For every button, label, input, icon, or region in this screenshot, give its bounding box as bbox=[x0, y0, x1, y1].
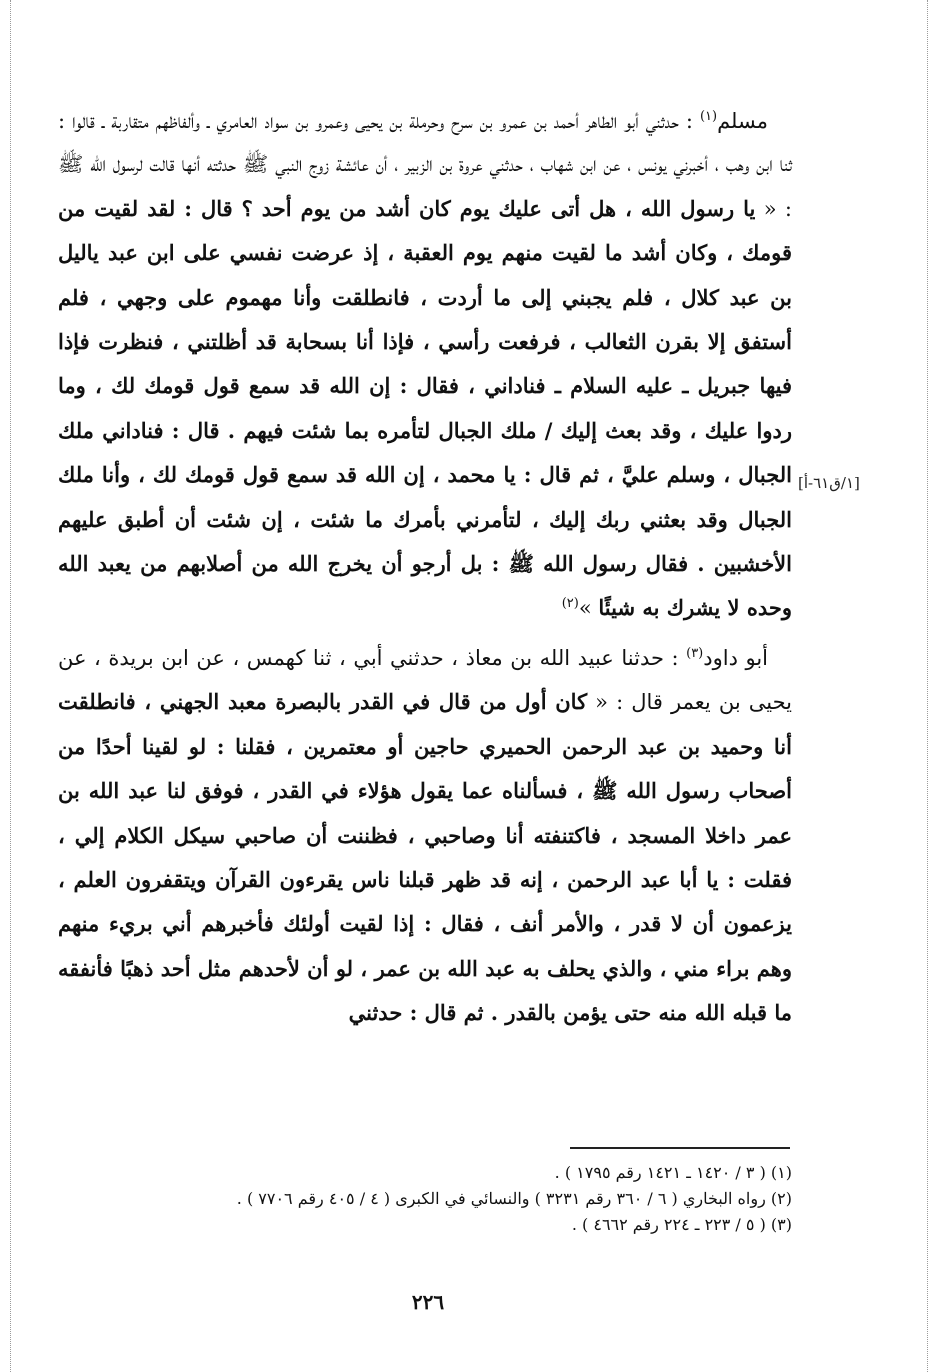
matn-text: كان أول من قال في القدر بالبصرة معبد الجهني ، فانطلقت أنا وحميد بن عبد الرحمن الحميري حاجين أو معتمرين ، فقلنا : لو لقينا أحدًا من أصحاب رسول الله ﷺ ، فسألناه عما يقول هؤلاء في القدر ، فوفق لنا عبد الله بن عمر داخلا المسجد ، فاكتنفته أنا وصاحبي ، فظننت أن صاحبي سيكل الكلام إلي ، فقلت : يا أبا عبد الرحمن ، إنه قد ظهر قبلنا ناس يقرءون القرآن ويتقفرون العلم ، يزعمون أن لا قدر ، والأمر أنف ، فقال : إذا لقيت أولئك فأخبرهم أني بريء منهم وهم براء مني ، والذي يحلف به عبد الله بن عمر ، لو أن لأحدهم مثل أحد ذهبًا فأنفقه ما قبله الله منه حتى يؤمن بالقدر . ثم قال : حدثني bbox=[58, 689, 792, 1026]
footnote-item: (٣) ( ٥ / ٢٢٣ ـ ٢٢٤ رقم ٤٦٦٢ ) . bbox=[571, 1215, 792, 1234]
footnote-ref: (١) bbox=[699, 109, 718, 124]
footnote-item: (١) ( ٣ / ١٤٢٠ ـ ١٤٢١ رقم ١٧٩٥ ) . bbox=[554, 1163, 792, 1182]
source-name: مسلم bbox=[717, 109, 768, 133]
footnote-ref: (٣) bbox=[686, 645, 704, 661]
matn-text: يا رسول الله ، هل أتى عليك يوم كان أشد من يوم أحد ؟ قال : لقد لقيت من قومك ، وكان أشد ما لقيت منهم يوم العقبة ، إذ عرضت نفسي على ابن عبد ياليل بن عبد كلال ، فلم يجبني إلى ما أردت ، فانطلقت وأنا مهموم على وجهي ، فلم أستفق إلا بقرن الثعالب ، فرفعت رأسي ، فإذا أنا بسحابة قد أظلتني ، فنظرت فإذا فيها جبريل ـ عليه السلام ـ فناداني ، فقال : إن الله قد سمع قول قومك لك ، وما ردوا عليك ، وقد بعث إليك / ملك الجبال لتأمره بما شئت فيهم . قال : فناداني ملك الجبال ، وسلم عليَّ ، ثم قال : يا محمد ، إن الله قد سمع قول قومك لك ، وأنا ملك الجبال وقد بعثني ربك إليك ، لتأمرني بأمرك ما شئت ، إن شئت أن أطبق عليهم الأخشبين . فقال رسول الله ﷺ : بل أرجو أن يخرج الله من أصلابهم من يعبد الله وحده لا يشرك به شيئًا bbox=[58, 195, 792, 621]
page-edge-right bbox=[927, 0, 929, 1372]
page-number: ٢٢٦ bbox=[411, 1290, 445, 1314]
footnote-item: (٢) رواه البخاري ( ٦ / ٣٦٠ رقم ٣٢٣١ ) والنسائي في الكبرى ( ٤ / ٤٠٥ رقم ٧٧٠٦ ) . bbox=[236, 1189, 792, 1208]
manuscript-folio-note: [١/ق٦١-أ] bbox=[798, 474, 860, 492]
closing-quote: » bbox=[578, 596, 599, 621]
hadith-paragraph-abu-dawud bbox=[58, 637, 792, 1036]
footnote-ref: (٢) bbox=[561, 596, 579, 612]
footnote-separator bbox=[570, 1147, 790, 1149]
page-edge-left bbox=[10, 0, 12, 1372]
hadith-paragraph-muslim bbox=[58, 100, 792, 631]
isnad-text: : حدثني أبو الطاهر أحمد بن عمرو بن سرح وحرملة بن يحيى وعمرو بن سواد العامري ـ وألفاظهم متقاربة ـ قالوا : ثنا ابن وهب ، أخبرني يونس ، عن ابن شهاب ، حدثني عروة بن الزبير ، أن عائشة زوج النبي ﷺ حدثته أنها قالت لرسول الله ﷺ : « bbox=[58, 109, 793, 221]
source-name: أبو داود bbox=[703, 645, 768, 670]
isnad-text: : حدثنا عبيد الله بن معاذ ، حدثني أبي ، ثنا كهمس ، عن ابن بريدة ، عن يحيى بن يعمر قال : « bbox=[58, 645, 792, 715]
footnotes bbox=[58, 1160, 792, 1238]
main-text-body bbox=[58, 100, 792, 1042]
